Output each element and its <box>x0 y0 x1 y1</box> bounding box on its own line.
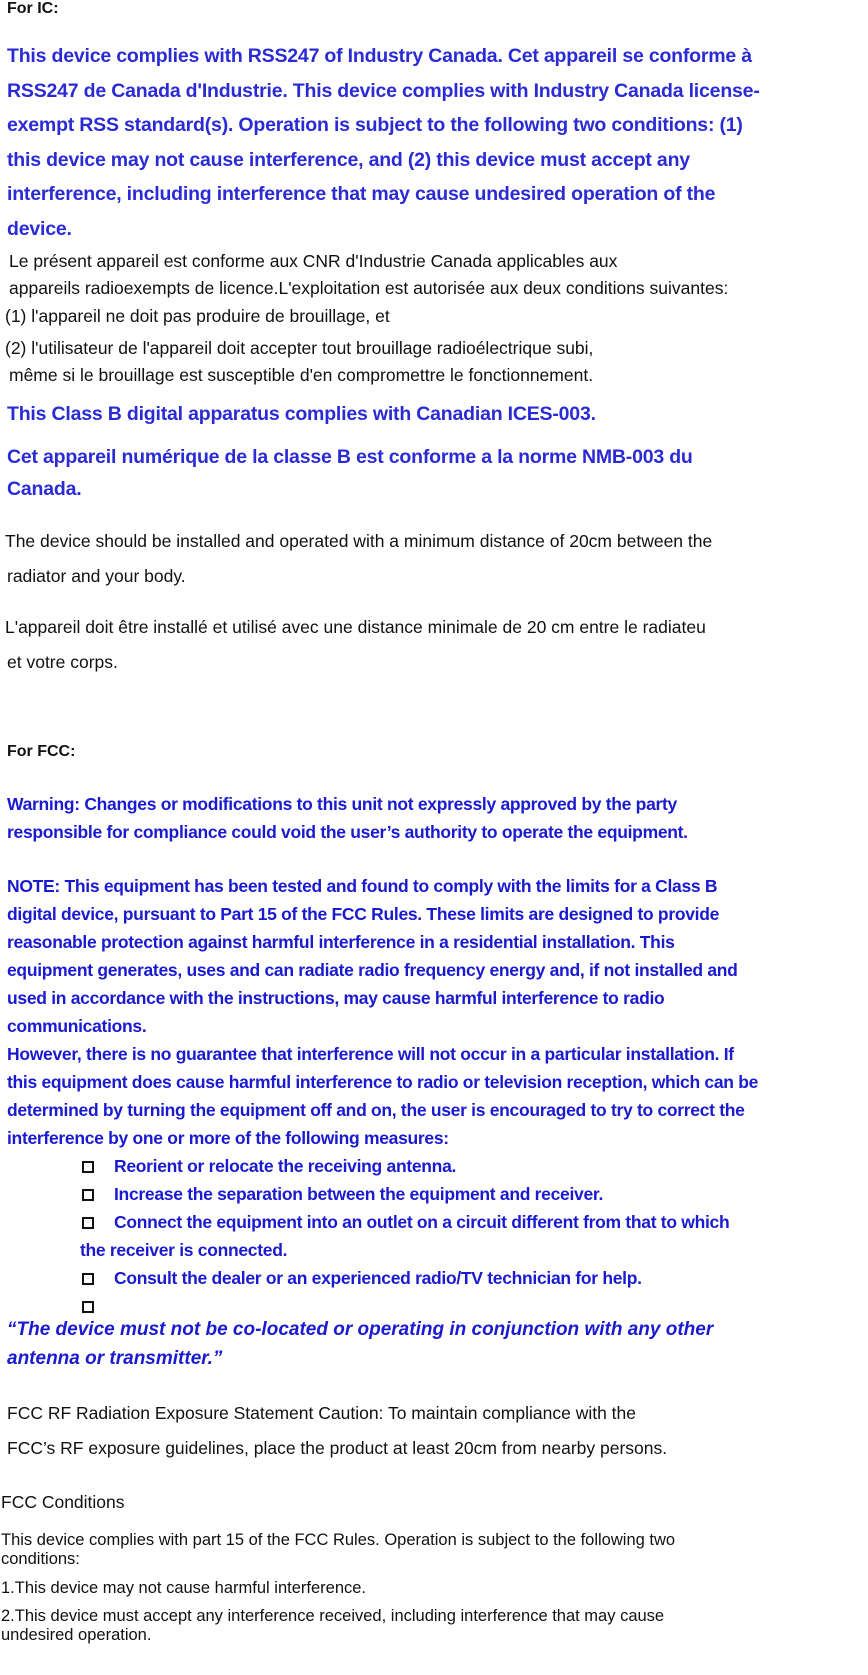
checkbox-icon <box>82 1301 94 1313</box>
fcc-warning-line-2: responsible for compliance could void the user’s authority to operate the equipment. <box>7 822 688 842</box>
ic-classb-line-2: Cet appareil numérique de la classe B est conforme a la norme NMB-003 du <box>7 446 693 468</box>
checkbox-icon <box>82 1217 94 1229</box>
fcc-colocation-line-2: antenna or transmitter.” <box>7 1348 223 1369</box>
fcc-note-line-5: used in accordance with the instructions, may cause harmful interference to radio <box>7 988 665 1008</box>
fcc-measure-item <box>82 1184 603 1205</box>
ic-french-line-3: (1) l'appareil ne doit pas produire de brouillage, et <box>5 306 390 326</box>
fcc-conditions-line-5: undesired operation. <box>1 1626 152 1644</box>
fcc-colocation-line-1: “The device must not be co-located or operating in conjunction with any other <box>7 1319 714 1340</box>
fcc-measure-empty-item <box>82 1296 114 1317</box>
fcc-rf-line-1: FCC RF Radiation Exposure Statement Caution: To maintain compliance with the <box>7 1403 637 1423</box>
fcc-conditions-line-4: 2.This device must accept any interference received, including interference that may cause <box>1 1607 665 1625</box>
fcc-rf-line-2: FCC’s RF exposure guidelines, place the product at least 20cm from nearby persons. <box>7 1438 668 1458</box>
fcc-conditions-line-1: This device complies with part 15 of the FCC Rules. Operation is subject to the following two <box>1 1531 676 1549</box>
fcc-measure-label: Reorient or relocate the receiving antenna. <box>114 1156 457 1176</box>
ic-classb-line-3: Canada. <box>7 478 82 500</box>
checkbox-icon <box>82 1161 94 1173</box>
fcc-measure-item <box>82 1156 456 1177</box>
ic-compliance-line-3: exempt RSS standard(s). Operation is subject to the following two conditions: (1) <box>7 114 743 136</box>
ic-compliance-line-2: RSS247 de Canada d'Industrie. This device complies with Industry Canada license- <box>7 80 760 102</box>
ic-distance-fr-line-2: et votre corps. <box>7 652 118 672</box>
fcc-note-line-9: determined by turning the equipment off and on, the user is encouraged to try to correct the <box>7 1100 745 1120</box>
fcc-measure-item <box>82 1212 729 1233</box>
ic-french-line-2: appareils radioexempts de licence.L'exploitation est autorisée aux deux conditions suivantes: <box>9 278 729 298</box>
ic-compliance-line-5: interference, including interference that may cause undesired operation of the <box>7 183 716 205</box>
checkbox-icon <box>82 1189 94 1201</box>
checkbox-icon <box>82 1273 94 1285</box>
fcc-heading: For FCC: <box>7 743 76 760</box>
fcc-measure-label: Increase the separation between the equipment and receiver. <box>114 1184 604 1204</box>
ic-classb-line-1: This Class B digital apparatus complies with Canadian ICES-003. <box>7 403 596 425</box>
fcc-measure-label: Consult the dealer or an experienced radio/TV technician for help. <box>114 1268 642 1288</box>
fcc-conditions-line-3: 1.This device may not cause harmful interference. <box>1 1579 367 1597</box>
fcc-measure-continuation: the receiver is connected. <box>80 1240 288 1260</box>
fcc-measure-label: Connect the equipment into an outlet on a circuit different from that to which <box>114 1212 730 1232</box>
fcc-note-line-8: this equipment does cause harmful interference to radio or television reception, which can be <box>7 1072 759 1092</box>
fcc-conditions-heading: FCC Conditions <box>1 1492 125 1512</box>
fcc-note-line-6: communications. <box>7 1016 147 1036</box>
fcc-measure-item <box>82 1268 642 1289</box>
fcc-note-line-2: digital device, pursuant to Part 15 of the FCC Rules. These limits are designed to provide <box>7 904 720 924</box>
ic-distance-en-line-2: radiator and your body. <box>7 566 186 586</box>
fcc-note-line-4: equipment generates, uses and can radiate radio frequency energy and, if not installed and <box>7 960 738 980</box>
ic-compliance-line-6: device. <box>7 218 72 240</box>
fcc-note-line-10: interference by one or more of the following measures: <box>7 1128 449 1148</box>
fcc-conditions-line-2: conditions: <box>1 1550 80 1568</box>
fcc-note-line-7: However, there is no guarantee that interference will not occur in a particular installation. If <box>7 1044 734 1064</box>
fcc-warning-line-1: Warning: Changes or modifications to this unit not expressly approved by the party <box>7 794 677 814</box>
fcc-note-line-1: NOTE: This equipment has been tested and found to comply with the limits for a Class B <box>7 876 718 896</box>
ic-distance-fr-line-1: L'appareil doit être installé et utilisé avec une distance minimale de 20 cm entre le radiateu <box>5 617 706 637</box>
ic-distance-en-line-1: The device should be installed and operated with a minimum distance of 20cm between the <box>5 531 713 551</box>
ic-french-line-4: (2) l'utilisateur de l'appareil doit accepter tout brouillage radioélectrique subi, <box>5 338 594 358</box>
ic-compliance-line-1: This device complies with RSS247 of Industry Canada. Cet appareil se conforme à <box>7 45 752 67</box>
ic-french-line-5: même si le brouillage est susceptible d'en compromettre le fonctionnement. <box>9 365 594 385</box>
fcc-note-line-3: reasonable protection against harmful interference in a residential installation. This <box>7 932 675 952</box>
ic-french-line-1: Le présent appareil est conforme aux CNR d'Industrie Canada applicables aux <box>9 251 618 271</box>
ic-heading: For IC: <box>7 0 59 17</box>
ic-compliance-line-4: this device may not cause interference, and (2) this device must accept any <box>7 149 690 171</box>
